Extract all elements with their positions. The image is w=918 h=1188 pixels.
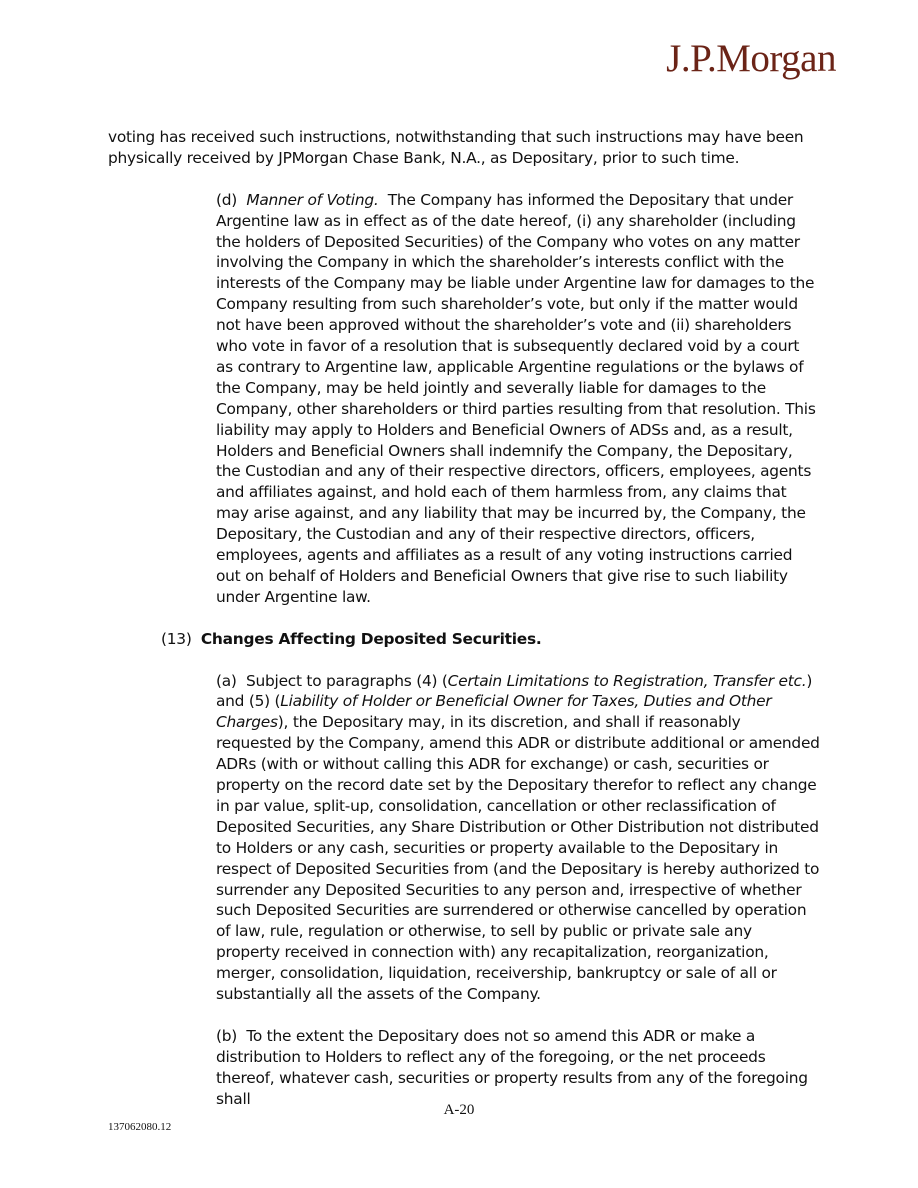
paragraph-label: (d)	[216, 190, 238, 209]
cross-reference: Liability of Holder or Beneficial Owner for Taxes, Duties and Other Charges	[216, 692, 772, 732]
paragraph-a	[108, 671, 820, 1006]
section-heading	[108, 629, 820, 650]
document-body	[108, 127, 820, 1130]
paragraph-text: ), the Depositary may, in its discretion, and shall if reasonably requested by the Company, amend this ADR or distribute additional or amended ADRs (with or without calling this ADR for exchange) or cash, securities or property on the record date set by the Depositary therefor to reflect any change in par value, split-up, consolidation, cancellation or other reclassification of Deposited Securities, any Share Distribution or Other Distribution not distributed to Holders or any cash, securities or property available to the Depositary in respect of Deposited Securities from (and the Depositary is hereby authorized to surrender any Deposited Securities to any person and, irrespective of whether such Deposited Securities are surrendered or otherwise cancelled by operation of law, rule, regulation or otherwise, to sell by public or private sale any property received in connection with) any recapitalization, reorganization, merger, consolidation, liquidation, receivership, bankruptcy or sale of all or substantially all the assets of the Company.	[216, 713, 820, 1004]
section-number: (13)	[161, 629, 192, 648]
jpmorgan-logo: J.P.Morgan	[666, 37, 836, 80]
paragraph-text: Subject to paragraphs (4) (	[246, 671, 448, 690]
page-number: A-20	[443, 1102, 475, 1118]
document-id: 137062080.12	[108, 1121, 172, 1133]
paragraph-title: Manner of Voting.	[246, 190, 379, 209]
paragraph-b	[108, 1026, 820, 1110]
cross-reference: Certain Limitations to Registration, Transfer etc.	[447, 671, 807, 690]
paragraph-manner-of-voting	[108, 190, 820, 608]
paragraph-label: (a)	[216, 671, 237, 690]
section-title: Changes Affecting Deposited Securities.	[200, 629, 542, 648]
paragraph-label: (b)	[216, 1026, 238, 1045]
paragraph-text: To the extent the Depositary does not so amend this ADR or make a distribution to Holders to reflect any of the foregoing, or the net proceeds thereof, whatever cash, securities or property results from any of the foregoing shall	[216, 1026, 808, 1108]
paragraph-text: The Company has informed the Depositary that under Argentine law as in effect as of the date hereof, (i) any shareholder (including the holders of Deposited Securities) of the Company who votes on any matter involving the Company in which the shareholder’s interests conflict with the interests of the Company may be liable under Argentine law for damages to the Company resulting from such shareholder’s vote, but only if the matter would not have been approved without the shareholder’s vote and (ii) shareholders who vote in favor of a resolution that is subsequently declared void by a court as contrary to Argentine law, applicable Argentine regulations or the bylaws of the Company, may be held jointly and severally liable for damages to the Company, other shareholders or third parties resulting from that resolution. This liability may apply to Holders and Beneficial Owners of ADSs and, as a result, Holders and Beneficial Owners shall indemnify the Company, the Depositary, the Custodian and any of their respective directors, officers, employees, agents and affiliates against, and hold each of them harmless from, any claims that may arise against, and any liability that may be incurred by, the Company, the Depositary, the Custodian and any of their respective directors, officers, employees, agents and affiliates as a result of any voting instructions carried out on behalf of Holders and Beneficial Owners that give rise to such liability under Argentine law.	[216, 190, 816, 606]
paragraph-text: ) and (5) (	[216, 671, 813, 711]
paragraph-continuation: voting has received such instructions, notwithstanding that such instructions may have been physically received by JPMorgan Chase Bank, N.A., as Depositary, prior to such time.	[108, 128, 804, 167]
